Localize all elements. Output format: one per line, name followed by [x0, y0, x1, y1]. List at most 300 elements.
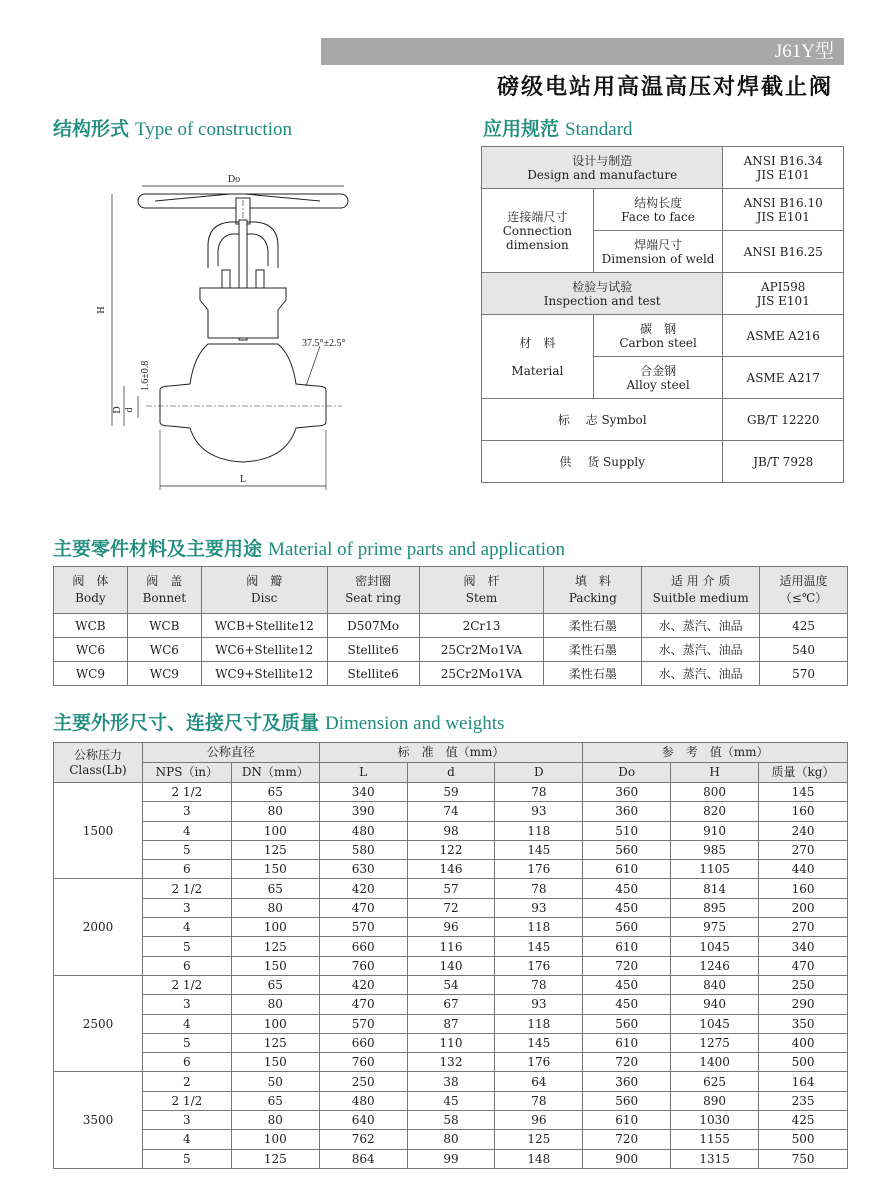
dim-cell: 340	[759, 937, 848, 956]
header-en: Stem	[465, 591, 498, 605]
cell-cn: 设计与制造	[572, 153, 633, 168]
mat-cell: WCB	[127, 614, 201, 638]
table-row	[54, 1130, 848, 1149]
cell-cn: 碳 钢	[640, 321, 677, 336]
mat-header	[760, 567, 848, 614]
table-row	[482, 315, 844, 357]
dim-cell: 420	[319, 879, 407, 898]
dim-cell: 1045	[671, 1014, 759, 1033]
std-symbol-value: GB/T 12220	[723, 399, 844, 441]
std-symbol: 标 志 Symbol	[482, 399, 723, 441]
dim-cell: 500	[759, 1053, 848, 1072]
std-connection	[482, 189, 594, 273]
cell-cn: 合金钢	[640, 363, 677, 378]
std-supply: 供 货 Supply	[482, 441, 723, 483]
mat-cell: 25Cr2Mo1VA	[419, 662, 544, 686]
cell-en: Carbon steel	[619, 335, 697, 350]
dim-cell: 250	[319, 1072, 407, 1091]
cell-value: ANSI B16.10	[743, 195, 823, 210]
mat-cell: WC9	[54, 662, 128, 686]
dim-cell: 420	[319, 975, 407, 994]
dim-cell: 58	[407, 1111, 495, 1130]
dim-cell: 720	[583, 956, 671, 975]
dim-cell: 93	[495, 995, 583, 1014]
dimension-table	[53, 742, 848, 1169]
dim-nps-fraction: 2 1/2	[142, 879, 231, 898]
header-cn: 阀 杆	[463, 574, 500, 588]
mat-cell: 570	[760, 662, 848, 686]
dim-cell: 450	[583, 879, 671, 898]
dim-class-cell: 1500	[54, 783, 143, 879]
dim-cell: 2	[142, 1072, 231, 1091]
dim-cell: 910	[671, 821, 759, 840]
std-alloy-value: ASME A217	[723, 357, 844, 399]
dim-cell: 118	[495, 821, 583, 840]
section-title-cn: 主要零件材料及主要用途	[53, 538, 263, 560]
dim-cell: 610	[583, 860, 671, 879]
dim-cell: 750	[759, 1149, 848, 1168]
dim-cell: 820	[671, 802, 759, 821]
std-supply-value: JB/T 7928	[723, 441, 844, 483]
cell-value: API598	[761, 279, 806, 294]
table-row	[54, 1149, 848, 1168]
dim-cell: 145	[759, 783, 848, 802]
col-standard: 标 准 值（mm）	[319, 743, 583, 763]
mat-cell: 540	[760, 638, 848, 662]
label-big-d: D	[112, 406, 123, 414]
dim-cell: 78	[495, 879, 583, 898]
section-title-en: Standard	[565, 119, 633, 140]
cell-en: Material	[511, 363, 564, 378]
dim-cell: 118	[495, 918, 583, 937]
dim-cell: 176	[495, 1053, 583, 1072]
dim-cell: 80	[231, 898, 319, 917]
mat-cell: WC6	[127, 638, 201, 662]
std-design-value	[723, 147, 844, 189]
mat-cell: 柔性石墨	[544, 662, 642, 686]
section-title-standard	[483, 114, 633, 141]
dim-cell: 125	[495, 1130, 583, 1149]
dim-cell: 720	[583, 1053, 671, 1072]
mat-cell: Stellite6	[327, 662, 419, 686]
header-en: Body	[75, 591, 106, 605]
dim-cell: 118	[495, 1014, 583, 1033]
dim-cell: 360	[583, 783, 671, 802]
dim-cell: 64	[495, 1072, 583, 1091]
dim-cell: 67	[407, 995, 495, 1014]
table-row	[54, 918, 848, 937]
dim-cell: 72	[407, 898, 495, 917]
dim-cell: 450	[583, 995, 671, 1014]
mat-header	[327, 567, 419, 614]
dim-cell: 3	[142, 802, 231, 821]
dim-cell: 985	[671, 840, 759, 859]
dim-cell: 630	[319, 860, 407, 879]
dim-cell: 45	[407, 1091, 495, 1110]
dim-cell: 3	[142, 898, 231, 917]
dim-cell: 50	[231, 1072, 319, 1091]
dim-cell: 760	[319, 956, 407, 975]
dim-cell: 145	[495, 840, 583, 859]
cell-cn: 连接端尺寸	[507, 209, 568, 224]
cell-en: Design and manufacture	[527, 167, 678, 182]
cell-en: Inspection and test	[543, 293, 661, 308]
header-cn: 适 用 介 质	[670, 574, 731, 588]
dim-col-header: d	[407, 763, 495, 783]
dim-cell: 125	[231, 840, 319, 859]
label-angle: 37.5°±2.5°	[302, 338, 346, 349]
dim-cell: 560	[583, 1014, 671, 1033]
dim-cell: 4	[142, 1130, 231, 1149]
table-row	[54, 614, 848, 638]
dim-cell: 800	[671, 783, 759, 802]
dim-cell: 660	[319, 1033, 407, 1052]
dim-nps-fraction: 2 1/2	[142, 1091, 231, 1110]
cell-value: JIS E101	[756, 167, 810, 182]
mat-cell: 水、蒸汽、油品	[642, 662, 760, 686]
dim-col-header: DN（mm）	[231, 763, 319, 783]
dim-cell: 5	[142, 1033, 231, 1052]
valve-body	[160, 344, 326, 462]
mat-header	[127, 567, 201, 614]
section-title-construction	[53, 114, 292, 141]
mat-header	[419, 567, 544, 614]
cell-en: Dimension of weld	[601, 251, 715, 266]
dim-cell: 360	[583, 1072, 671, 1091]
dim-cell: 4	[142, 821, 231, 840]
dim-cell: 360	[583, 802, 671, 821]
table-row	[54, 1053, 848, 1072]
dim-cell: 65	[231, 1091, 319, 1110]
dim-cell: 1105	[671, 860, 759, 879]
header-en: Bonnet	[142, 591, 187, 605]
dim-cell: 510	[583, 821, 671, 840]
dim-cell: 560	[583, 1091, 671, 1110]
dim-cell: 1155	[671, 1130, 759, 1149]
dim-cell: 80	[231, 802, 319, 821]
dim-col-header: NPS（in）	[142, 763, 231, 783]
standard-table	[481, 146, 844, 483]
dim-cell: 350	[759, 1014, 848, 1033]
table-row	[54, 1091, 848, 1110]
dim-cell: 720	[583, 1130, 671, 1149]
dim-col-header: Do	[583, 763, 671, 783]
dim-cell: 340	[319, 783, 407, 802]
dim-cell: 610	[583, 937, 671, 956]
cell-en: Connection	[502, 223, 573, 238]
dim-cell: 140	[407, 956, 495, 975]
dim-col-header: L	[319, 763, 407, 783]
dim-cell: 146	[407, 860, 495, 879]
dim-cell: 78	[495, 975, 583, 994]
section-title-cn: 主要外形尺寸、连接尺寸及质量	[53, 712, 320, 734]
table-row	[54, 975, 848, 994]
dim-cell: 6	[142, 956, 231, 975]
dim-cell: 65	[231, 783, 319, 802]
table-row	[482, 147, 844, 189]
valve-drawing	[80, 160, 380, 500]
dim-cell: 235	[759, 1091, 848, 1110]
dim-cell: 54	[407, 975, 495, 994]
mat-cell: 425	[760, 614, 848, 638]
dim-cell: 760	[319, 1053, 407, 1072]
dim-cell: 470	[319, 995, 407, 1014]
dim-cell: 762	[319, 1130, 407, 1149]
label-d: d	[124, 407, 135, 413]
dim-cell: 100	[231, 918, 319, 937]
dim-cell: 890	[671, 1091, 759, 1110]
mat-cell: 柔性石墨	[544, 614, 642, 638]
header-cn: 密封圈	[355, 574, 392, 588]
dim-class-cell: 2000	[54, 879, 143, 975]
dim-cell: 176	[495, 860, 583, 879]
mat-header	[54, 567, 128, 614]
dim-nps-fraction: 2 1/2	[142, 975, 231, 994]
dim-cell: 1030	[671, 1111, 759, 1130]
dim-cell: 164	[759, 1072, 848, 1091]
table-row	[482, 273, 844, 315]
dim-cell: 125	[231, 1033, 319, 1052]
dim-cell: 150	[231, 956, 319, 975]
page-title: 磅级电站用高温高压对焊截止阀	[496, 75, 833, 100]
dim-cell: 150	[231, 860, 319, 879]
dim-cell: 160	[759, 802, 848, 821]
std-design	[482, 147, 723, 189]
dim-cell: 176	[495, 956, 583, 975]
dim-cell: 814	[671, 879, 759, 898]
std-material	[482, 315, 594, 399]
dim-cell: 840	[671, 975, 759, 994]
dim-cell: 570	[319, 1014, 407, 1033]
header-cn: 公称压力	[73, 747, 122, 762]
header-cn: 阀 体	[72, 574, 109, 588]
header-en: Suitble medium	[652, 591, 749, 605]
dim-cell: 4	[142, 918, 231, 937]
table-row	[54, 1072, 848, 1091]
dim-cell: 80	[231, 995, 319, 1014]
dim-cell: 290	[759, 995, 848, 1014]
section-title-dimension	[53, 708, 504, 735]
col-class	[54, 743, 143, 783]
dim-cell: 390	[319, 802, 407, 821]
dim-cell: 1246	[671, 956, 759, 975]
table-row	[54, 763, 848, 783]
dim-cell: 57	[407, 879, 495, 898]
mat-cell: Stellite6	[327, 638, 419, 662]
mat-header	[201, 567, 327, 614]
table-row	[54, 783, 848, 802]
std-alloy	[593, 357, 723, 399]
mat-cell: D507Mo	[327, 614, 419, 638]
section-title-material	[53, 534, 565, 561]
table-row	[54, 840, 848, 859]
dim-cell: 864	[319, 1149, 407, 1168]
dim-cell: 5	[142, 937, 231, 956]
table-row	[54, 743, 848, 763]
header-en: Disc	[251, 591, 278, 605]
cell-cn: 焊端尺寸	[634, 237, 683, 252]
dim-cell: 150	[231, 1053, 319, 1072]
table-row	[482, 189, 844, 231]
dim-cell: 900	[583, 1149, 671, 1168]
dim-col-header: H	[671, 763, 759, 783]
dim-cell: 65	[231, 975, 319, 994]
cell-en: dimension	[506, 237, 569, 252]
dim-cell: 250	[759, 975, 848, 994]
mat-cell: 25Cr2Mo1VA	[419, 638, 544, 662]
dim-cell: 160	[759, 879, 848, 898]
dim-cell: 80	[407, 1130, 495, 1149]
dim-cell: 5	[142, 840, 231, 859]
table-row	[54, 1111, 848, 1130]
mat-cell: WCB	[54, 614, 128, 638]
dim-cell: 116	[407, 937, 495, 956]
dim-col-header: 质量（kg）	[759, 763, 848, 783]
dim-cell: 450	[583, 898, 671, 917]
std-face-to-face	[593, 189, 723, 231]
dim-cell: 65	[231, 879, 319, 898]
cell-en: Alloy steel	[626, 377, 690, 392]
mat-cell: 2Cr13	[419, 614, 544, 638]
dim-cell: 270	[759, 840, 848, 859]
dim-cell: 610	[583, 1033, 671, 1052]
std-carbon	[593, 315, 723, 357]
table-row	[54, 662, 848, 686]
dim-cell: 87	[407, 1014, 495, 1033]
dim-class-cell: 2500	[54, 975, 143, 1071]
table-row	[54, 567, 848, 614]
dim-cell: 1400	[671, 1053, 759, 1072]
std-carbon-value: ASME A216	[723, 315, 844, 357]
dim-cell: 122	[407, 840, 495, 859]
table-row	[54, 638, 848, 662]
dim-col-header: D	[495, 763, 583, 783]
dim-cell: 78	[495, 783, 583, 802]
header-en: （≤℃）	[779, 591, 828, 605]
header-en: Class(Lb)	[69, 762, 127, 777]
dim-cell: 450	[583, 975, 671, 994]
dim-cell: 3	[142, 1111, 231, 1130]
mat-cell: 水、蒸汽、油品	[642, 614, 760, 638]
dim-cell: 1315	[671, 1149, 759, 1168]
section-title-cn: 应用规范	[483, 118, 560, 140]
label-do: Do	[227, 174, 241, 185]
dim-cell: 940	[671, 995, 759, 1014]
dim-cell: 98	[407, 821, 495, 840]
section-title-en: Dimension and weights	[325, 713, 505, 734]
dim-cell: 145	[495, 937, 583, 956]
dim-cell: 125	[231, 937, 319, 956]
header-cn: 填 料	[574, 574, 611, 588]
dim-cell: 570	[319, 918, 407, 937]
dim-cell: 480	[319, 1091, 407, 1110]
dim-cell: 500	[759, 1130, 848, 1149]
dim-cell: 132	[407, 1053, 495, 1072]
dim-cell: 125	[231, 1149, 319, 1168]
dim-cell: 580	[319, 840, 407, 859]
mat-cell: WC9	[127, 662, 201, 686]
dim-cell: 74	[407, 802, 495, 821]
mat-cell: 水、蒸汽、油品	[642, 638, 760, 662]
dim-cell: 38	[407, 1072, 495, 1091]
dim-cell: 5	[142, 1149, 231, 1168]
dim-cell: 96	[407, 918, 495, 937]
header-en: Packing	[568, 591, 617, 605]
dim-cell: 400	[759, 1033, 848, 1052]
dim-cell: 270	[759, 918, 848, 937]
col-nominal: 公称直径	[142, 743, 319, 763]
mat-header	[544, 567, 642, 614]
table-row	[54, 1033, 848, 1052]
mat-cell: WC9+Stellite12	[201, 662, 327, 686]
dim-cell: 93	[495, 802, 583, 821]
label-h: H	[96, 306, 107, 314]
dim-cell: 200	[759, 898, 848, 917]
dim-cell: 99	[407, 1149, 495, 1168]
dim-cell: 100	[231, 821, 319, 840]
dim-cell: 110	[407, 1033, 495, 1052]
dim-cell: 975	[671, 918, 759, 937]
dim-cell: 470	[319, 898, 407, 917]
table-row	[54, 898, 848, 917]
mat-header	[642, 567, 760, 614]
cell-cn: 检验与试验	[572, 279, 633, 294]
dim-cell: 100	[231, 1014, 319, 1033]
header-en: Seat ring	[345, 591, 402, 605]
mat-cell: WC6+Stellite12	[201, 638, 327, 662]
dim-cell: 6	[142, 860, 231, 879]
dim-nps-fraction: 2 1/2	[142, 783, 231, 802]
dim-cell: 1045	[671, 937, 759, 956]
model-banner: J61Y型	[321, 38, 844, 65]
dim-cell: 470	[759, 956, 848, 975]
dim-cell: 560	[583, 840, 671, 859]
table-row	[54, 1014, 848, 1033]
std-weld	[593, 231, 723, 273]
mat-cell: 柔性石墨	[544, 638, 642, 662]
mat-cell: WC6	[54, 638, 128, 662]
dim-cell: 96	[495, 1111, 583, 1130]
cell-cn: 材 料	[519, 335, 556, 350]
table-row	[54, 995, 848, 1014]
table-row	[54, 879, 848, 898]
mat-cell: WCB+Stellite12	[201, 614, 327, 638]
cell-value: JIS E101	[756, 293, 810, 308]
table-row	[482, 399, 844, 441]
dim-cell: 625	[671, 1072, 759, 1091]
dim-cell: 4	[142, 1014, 231, 1033]
header-cn: 阀 瓣	[246, 574, 283, 588]
dim-cell: 100	[231, 1130, 319, 1149]
dim-cell: 895	[671, 898, 759, 917]
table-row	[54, 821, 848, 840]
dim-cell: 148	[495, 1149, 583, 1168]
table-row	[54, 860, 848, 879]
cell-value: JIS E101	[756, 209, 810, 224]
dim-cell: 3	[142, 995, 231, 1014]
header-cn: 阀 盖	[146, 574, 183, 588]
cell-en: Face to face	[621, 209, 695, 224]
std-inspection	[482, 273, 723, 315]
dim-cell: 145	[495, 1033, 583, 1052]
dim-cell: 660	[319, 937, 407, 956]
dim-cell: 80	[231, 1111, 319, 1130]
dim-cell: 425	[759, 1111, 848, 1130]
col-reference: 参 考 值（mm）	[583, 743, 848, 763]
table-row	[482, 441, 844, 483]
dim-cell: 440	[759, 860, 848, 879]
label-l: L	[239, 474, 247, 485]
